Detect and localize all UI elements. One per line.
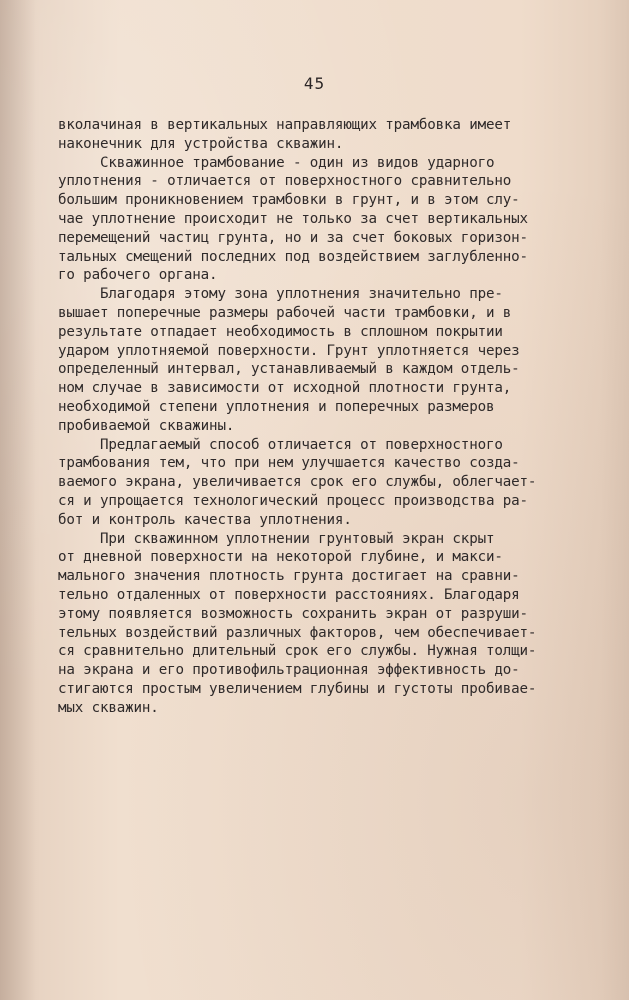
text-line: тельных воздействий различных факторов, чем обеспечивает- bbox=[58, 624, 537, 641]
text-line: Благодаря этому зона уплотнения значительно пре- bbox=[58, 286, 503, 303]
text-line: на экрана и его противофильтрационная эффективность до- bbox=[58, 662, 520, 679]
text-line: этому появляется возможность сохранить экран от разруши- bbox=[58, 605, 528, 622]
body-text bbox=[58, 116, 588, 718]
text-line: ся сравнительно длительный срок его службы. Нужная толщи- bbox=[58, 643, 537, 660]
text-line: необходимой степени уплотнения и поперечных размеров bbox=[58, 398, 495, 415]
text-line: вышает поперечные размеры рабочей части трамбовки, и в bbox=[58, 304, 512, 321]
text-line: тальных смещений последних под воздействием заглубленно- bbox=[58, 248, 528, 265]
text-line: мального значения плотность грунта достигает на сравни- bbox=[58, 568, 520, 585]
text-line: ударом уплотняемой поверхности. Грунт уплотняется через bbox=[58, 342, 520, 359]
text-line: пробиваемой скважины. bbox=[58, 417, 235, 434]
text-line: ном случае в зависимости от исходной плотности грунта, bbox=[58, 380, 512, 397]
page-number: 45 bbox=[303, 74, 326, 93]
text-line: го рабочего органа. bbox=[58, 267, 218, 284]
text-line: Скважинное трамбование - один из видов ударного bbox=[58, 154, 495, 171]
text-line: стигаются простым увеличением глубины и густоты пробивае- bbox=[58, 680, 537, 697]
text-line: от дневной поверхности на некоторой глубине, и макси- bbox=[58, 549, 503, 566]
text-line: Предлагаемый способ отличается от поверхностного bbox=[58, 436, 503, 453]
text-line: наконечник для устройства скважин. bbox=[58, 135, 344, 152]
text-line: мых скважин. bbox=[58, 699, 159, 716]
text-line: бот и контроль качества уплотнения. bbox=[58, 511, 352, 528]
page-edge-shadow bbox=[0, 0, 36, 1000]
text-line: При скважинном уплотнении грунтовый экран скрыт bbox=[58, 530, 495, 547]
text-line: определенный интервал, устанавливаемый в каждом отдель- bbox=[58, 361, 520, 378]
text-line: трамбования тем, что при нем улучшается качество созда- bbox=[58, 455, 520, 472]
text-line: результате отпадает необходимость в сплошном покрытии bbox=[58, 323, 503, 340]
text-line: большим проникновением трамбовки в грунт, и в этом слу- bbox=[58, 192, 520, 209]
text-line: перемещений частиц грунта, но и за счет боковых горизон- bbox=[58, 229, 528, 246]
text-line: чае уплотнение происходит не только за счет вертикальных bbox=[58, 210, 528, 227]
text-line: ваемого экрана, увеличивается срок его службы, облегчает- bbox=[58, 474, 537, 491]
text-line: тельно отдаленных от поверхности расстояниях. Благодаря bbox=[58, 586, 520, 603]
text-line: вколачиная в вертикальных направляющих трамбовка имеет bbox=[58, 117, 512, 133]
text-line: ся и упрощается технологический процесс производства ра- bbox=[58, 492, 528, 509]
text-line: уплотнения - отличается от поверхностного сравнительно bbox=[58, 173, 512, 190]
